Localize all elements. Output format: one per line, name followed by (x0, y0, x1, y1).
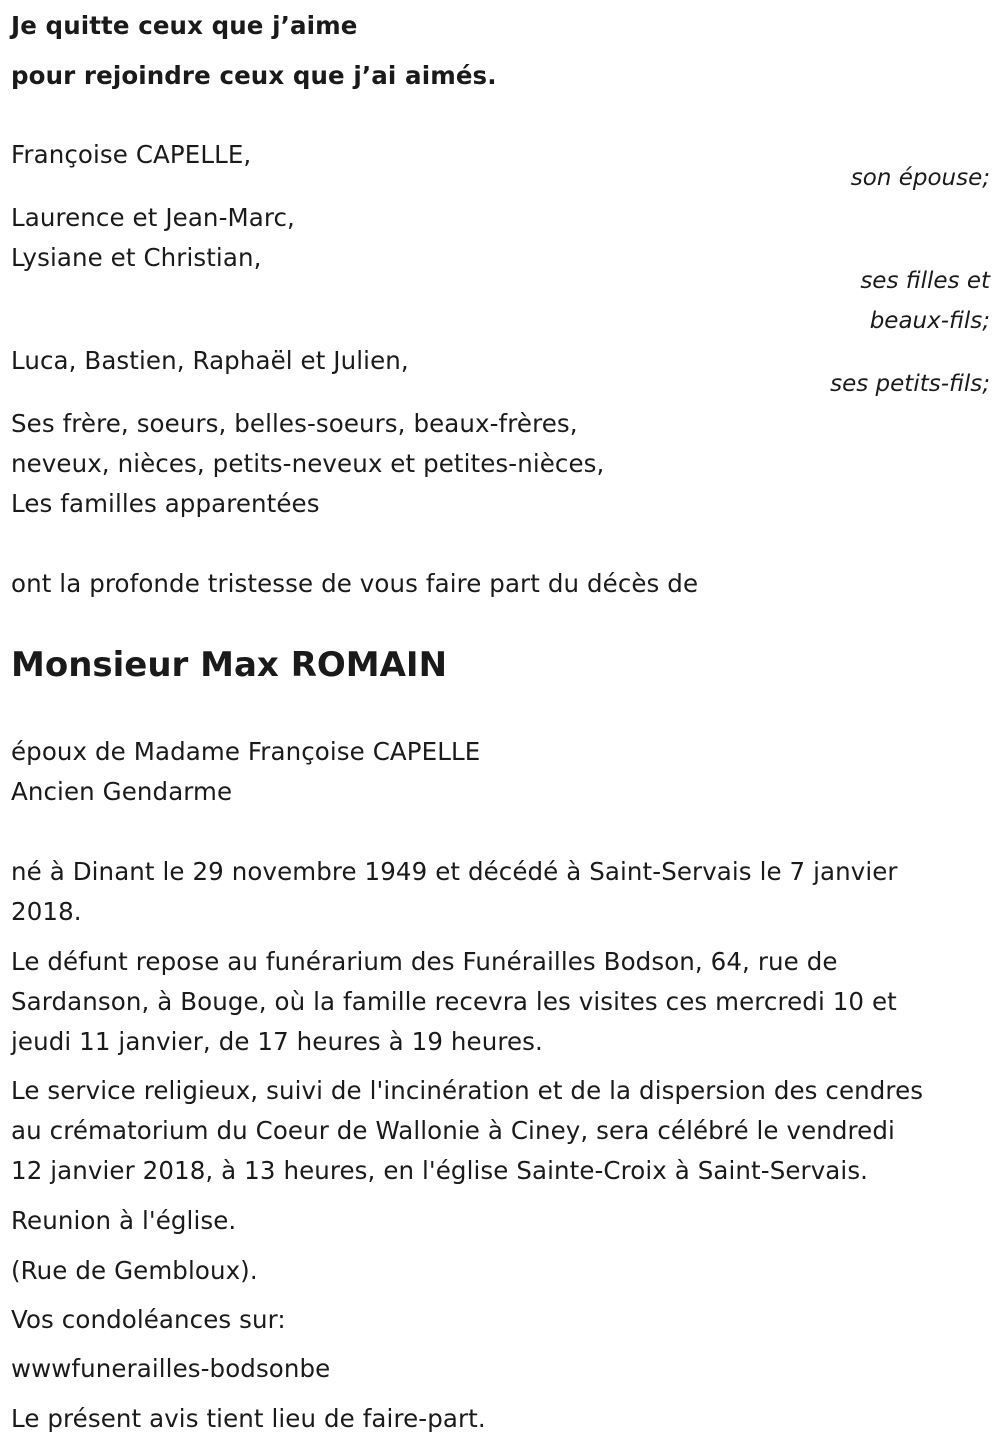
birth-death-line-2: 2018. (11, 897, 82, 926)
service-line-1: Le service religieux, suivi de l'incinération et de la dispersion des cendres (11, 1076, 924, 1105)
deceased-name: Monsieur Max ROMAIN (11, 645, 448, 685)
reunion-text: Reunion à l'église. (11, 1206, 237, 1235)
closing-text: Le présent avis tient lieu de faire-part. (11, 1404, 486, 1433)
spouse-of: époux de Madame Françoise CAPELLE (11, 737, 481, 766)
children-line-1: Laurence et Jean-Marc, (11, 203, 295, 232)
grandchildren-name: Luca, Bastien, Raphaël et Julien, (11, 346, 409, 375)
others-line-1: Ses frère, soeurs, belles-soeurs, beaux-frères, (11, 409, 578, 438)
others-line-2: neveux, nièces, petits-neveux et petites-nièces, (11, 449, 605, 478)
spouse-name: Françoise CAPELLE, (11, 140, 252, 169)
epigraph-line-1: Je quitte ceux que j’aime (11, 11, 358, 40)
service-line-3: 12 janvier 2018, à 13 heures, en l'église Sainte-Croix à Saint-Servais. (11, 1156, 869, 1185)
grandchildren-role: ses petits-fils; (830, 371, 990, 397)
announcement-text: ont la profonde tristesse de vous faire part du décès de (11, 569, 699, 598)
spouse-role: son épouse; (850, 165, 990, 191)
repose-line-1: Le défunt repose au funérarium des Funérailles Bodson, 64, rue de (11, 947, 838, 976)
children-line-2: Lysiane et Christian, (11, 243, 262, 272)
children-role-line-2: beaux-fils; (869, 308, 990, 334)
condolences-label: Vos condoléances sur: (11, 1305, 286, 1334)
repose-line-3: jeudi 11 janvier, de 17 heures à 19 heures. (11, 1027, 543, 1056)
occupation: Ancien Gendarme (11, 777, 233, 806)
epigraph-line-2: pour rejoindre ceux que j’ai aimés. (11, 61, 497, 90)
website-text: wwwfunerailles-bodsonbe (11, 1354, 331, 1383)
others-line-3: Les familles apparentées (11, 489, 320, 518)
repose-line-2: Sardanson, à Bouge, où la famille recevra les visites ces mercredi 10 et (11, 987, 897, 1016)
service-line-2: au crématorium du Coeur de Wallonie à Ciney, sera célébré le vendredi (11, 1116, 895, 1145)
birth-death-line-1: né à Dinant le 29 novembre 1949 et décédé à Saint-Servais le 7 janvier (11, 857, 898, 886)
children-role-line-1: ses filles et (860, 268, 990, 294)
street-text: (Rue de Gembloux). (11, 1256, 258, 1285)
